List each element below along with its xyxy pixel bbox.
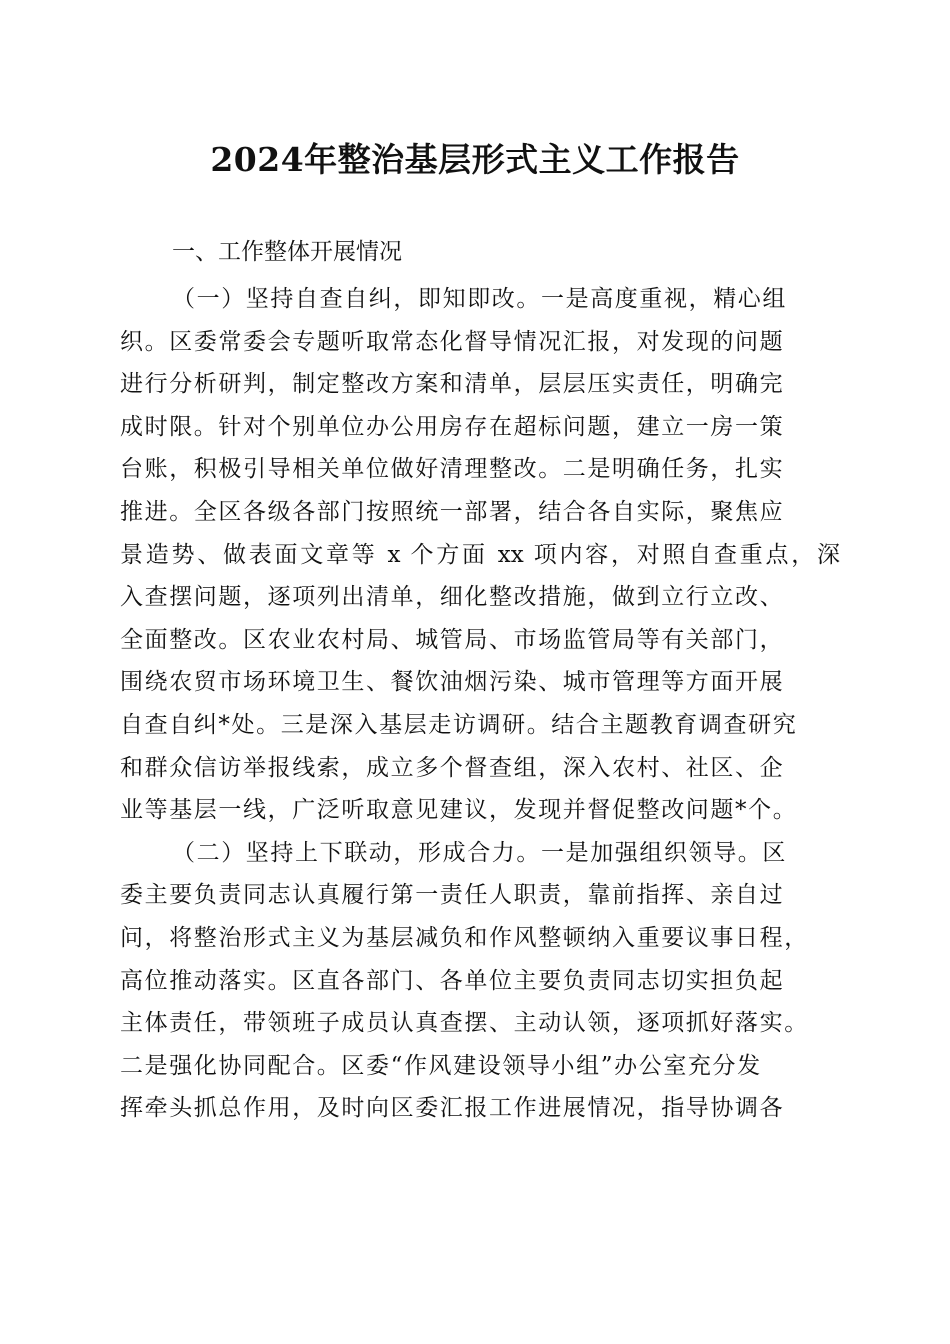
text-line: 挥牵头抓总作用，及时向区委汇报工作进展情况，指导协调各 — [120, 1095, 785, 1122]
text-line: 进行分析研判，制定整改方案和清单，层层压实责任，明确完 — [120, 371, 785, 398]
text-line: 问，将整治形式主义为基层减负和作风整顿纳入重要议事日程， — [120, 924, 809, 951]
text-line: （二）坚持上下联动，形成合力。一是加强组织领导。区 — [172, 839, 787, 866]
text-line: 全面整改。区农业农村局、城管局、市场监管局等有关部门， — [120, 626, 785, 653]
text-line: 景造势、做表面文章等 x 个方面 xx 项内容，对照自查重点，深 — [120, 541, 840, 568]
text-line: 和群众信访举报线索，成立多个督查组，深入农村、社区、企 — [120, 754, 785, 781]
document-title: 2024年整治基层形式主义工作报告 — [210, 140, 740, 179]
text-line: 主体责任，带领班子成员认真查摆、主动认领，逐项抓好落实。 — [120, 1010, 809, 1037]
text-line: 织。区委常委会专题听取常态化督导情况汇报，对发现的问题 — [120, 328, 785, 355]
section-heading: 一、工作整体开展情况 — [172, 239, 402, 265]
text-line: 台账，积极引导相关单位做好清理整改。二是明确任务，扎实 — [120, 456, 785, 483]
text-line: 自查自纠*处。三是深入基层走访调研。结合主题教育调查研究 — [120, 711, 798, 738]
text-line: 二是强化协同配合。区委“作风建设领导小组”办公室充分发 — [120, 1052, 762, 1079]
text-line: 围绕农贸市场环境卫生、餐饮油烟污染、城市管理等方面开展 — [120, 669, 785, 696]
text-line: 入查摆问题，逐项列出清单，细化整改措施，做到立行立改、 — [120, 584, 785, 611]
text-line: 委主要负责同志认真履行第一责任人职责，靠前指挥、亲自过 — [120, 882, 785, 909]
text-line: 高位推动落实。区直各部门、各单位主要负责同志切实担负起 — [120, 967, 785, 994]
text-line: （一）坚持自查自纠，即知即改。一是高度重视，精心组 — [172, 286, 787, 312]
text-line: 成时限。针对个别单位办公用房存在超标问题，建立一房一策 — [120, 413, 785, 440]
body-text — [120, 278, 840, 1130]
text-line: 业等基层一线，广泛听取意见建议，发现并督促整改问题*个。 — [120, 797, 798, 824]
text-line: 推进。全区各级各部门按照统一部署，结合各自实际，聚焦应 — [120, 498, 785, 525]
